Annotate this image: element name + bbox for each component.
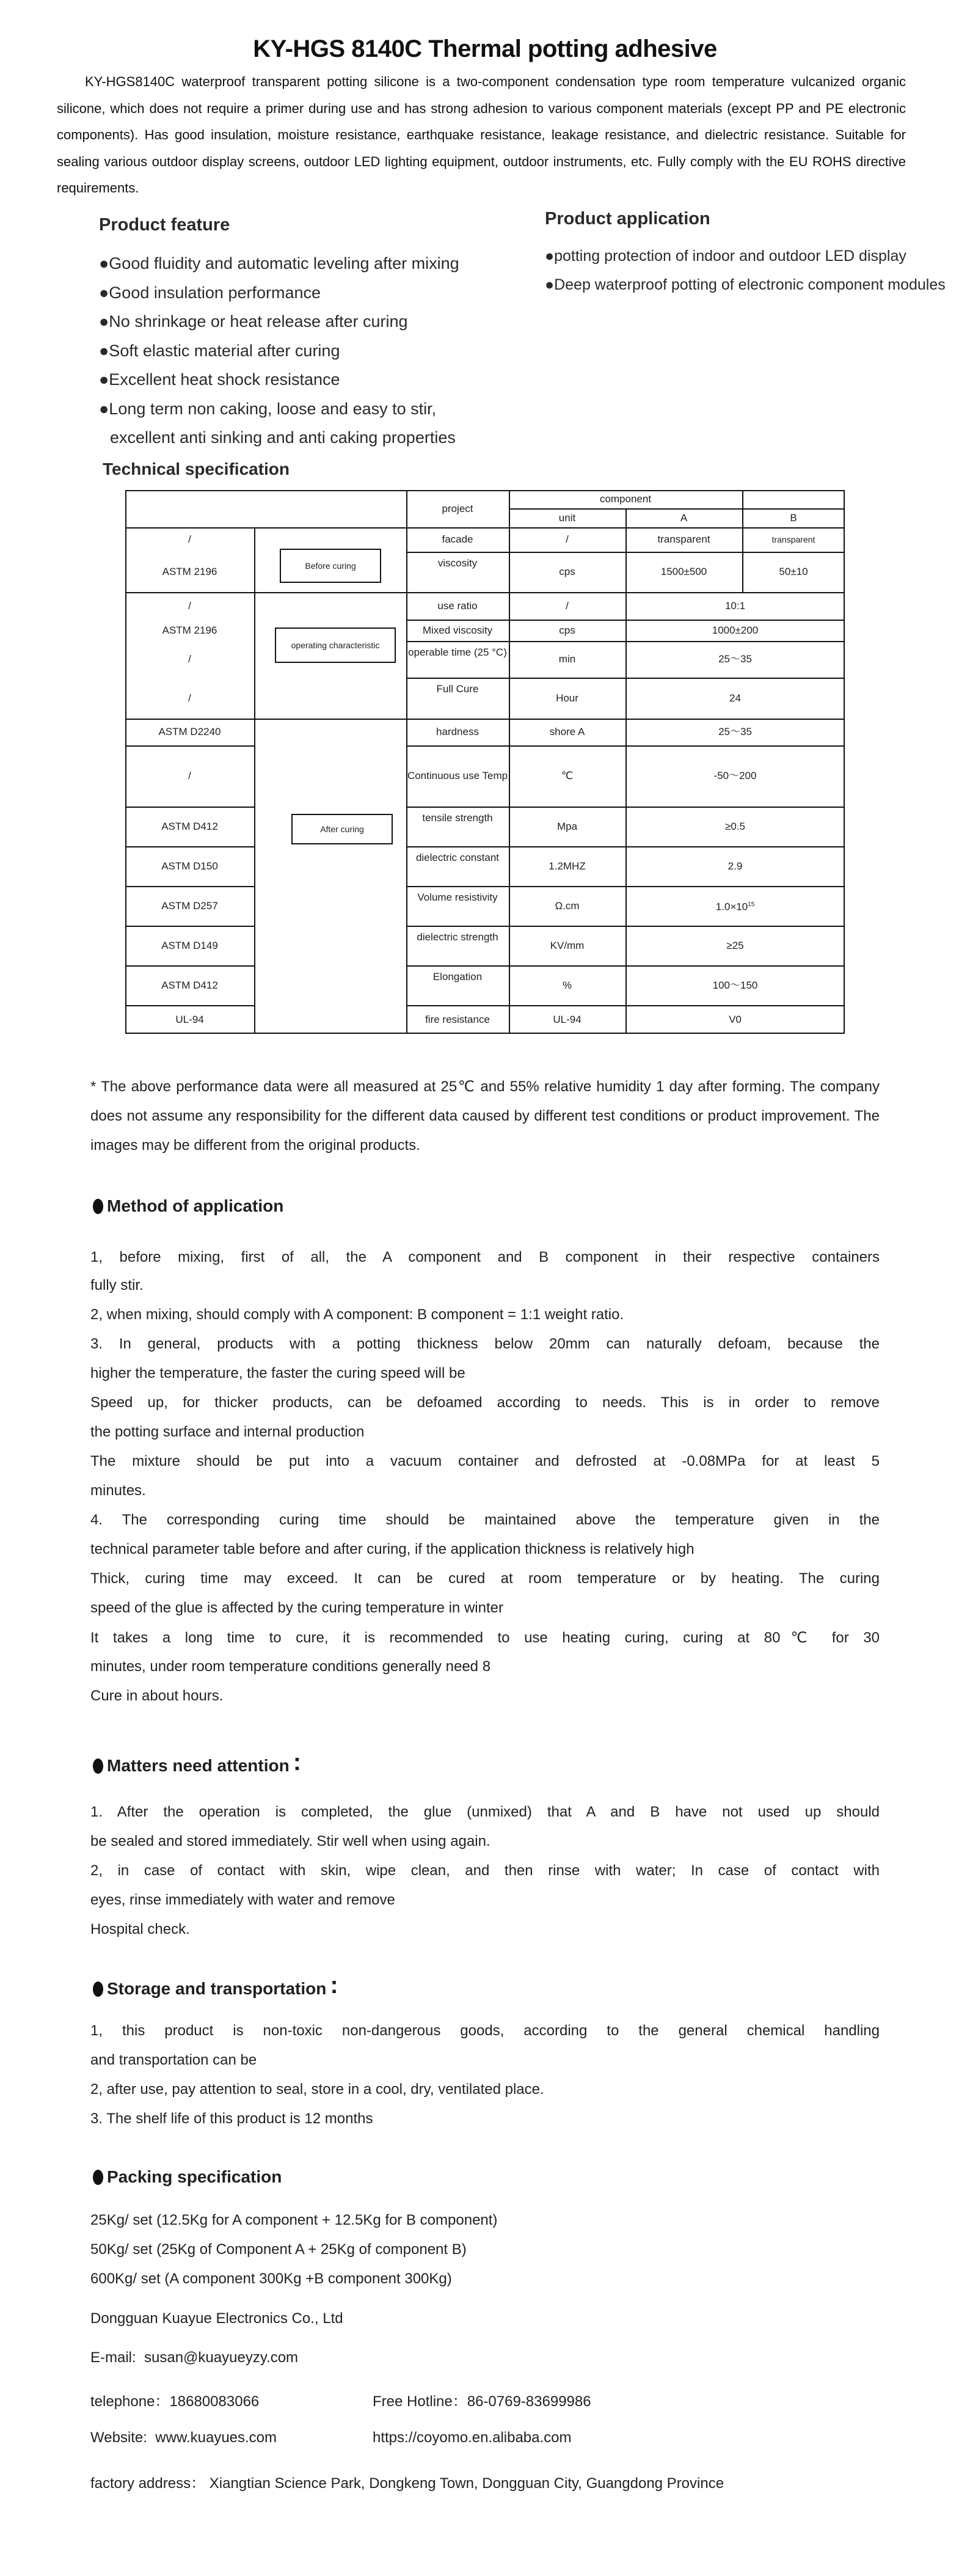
table-border (406, 926, 845, 927)
standard-cell: ASTM D412 (161, 979, 218, 991)
method-heading (93, 1196, 283, 1216)
table-border (742, 527, 743, 592)
method-line: the potting surface and internal production (90, 1424, 365, 1440)
page-title: KY-HGS 8140C Thermal potting adhesive (253, 35, 717, 62)
standard-cell: ASTM D412 (161, 820, 218, 832)
table-border (625, 527, 627, 1034)
standard-cell: / (188, 653, 191, 665)
unit-cell: % (562, 979, 572, 991)
storage-line: 2, after use, pay attention to seal, store in a cool, dry, ventilated place. (90, 2081, 544, 2098)
table-border-right (844, 490, 845, 1034)
table-border (625, 508, 627, 527)
value-cell: 25～35 (718, 653, 752, 665)
project-cell: dielectric strength (417, 931, 498, 943)
project-cell: fire resistance (425, 1013, 490, 1025)
table-border (406, 965, 845, 967)
address-text: Xiangtian Science Park, Dongkeng Town, Dongguan City, Guangdong Province (209, 2475, 724, 2492)
value-b-cell: transparent (771, 535, 815, 544)
table-border (406, 490, 407, 1034)
value-cell: 24 (729, 692, 741, 704)
feature-item: ●Excellent heat shock resistance (99, 370, 340, 389)
spec-heading: Technical specification (103, 459, 290, 478)
project-cell: operable time (25 °C) (408, 646, 507, 658)
table-border (406, 745, 845, 747)
attention-line: 2, in case of contact with skin, wipe clean, and then rinse with water; In case of contact with (90, 1862, 880, 1879)
header-project: project (442, 502, 473, 514)
unit-cell: ℃ (561, 770, 574, 781)
unit-cell: / (566, 599, 569, 612)
standard-cell: / (188, 692, 191, 704)
method-line: technical parameter table before and after curing, if the application thickness is relatively high (90, 1541, 695, 1557)
attention-line: 1. After the operation is completed, the glue (unmixed) that A and B have not used up should (90, 1804, 880, 1820)
feature-item: ●Long term non caking, loose and easy to stir, (99, 399, 437, 418)
project-cell: hardness (436, 726, 479, 737)
value-cell: 10:1 (724, 599, 746, 612)
standard-cell: ASTM 2196 (162, 566, 217, 577)
bullet-icon (93, 1758, 103, 1774)
project-cell: tensile strength (422, 812, 493, 824)
method-line: minutes, under room temperature conditions generally need 8 (90, 1658, 491, 1675)
attention-heading-text: Matters need attention (107, 1756, 290, 1775)
features-list (99, 249, 459, 453)
table-border (125, 886, 254, 887)
table-border (406, 641, 845, 642)
applications-heading: Product application (545, 209, 710, 229)
header-b: B (790, 511, 797, 524)
unit-cell: cps (559, 566, 575, 577)
table-border (125, 745, 254, 747)
table-border (406, 886, 845, 887)
table-border (125, 1005, 254, 1006)
value-cell: 1000±200 (712, 624, 759, 636)
value-cell: 2.9 (728, 860, 743, 872)
hotline-label: Free Hotline： (373, 2393, 467, 2410)
project-cell: use ratio (437, 599, 478, 612)
storage-colon: : (330, 1972, 338, 1999)
table-border (406, 620, 845, 621)
website-label: Website: (90, 2429, 147, 2446)
header-a: A (680, 511, 688, 524)
table-border (125, 965, 254, 967)
method-line: 1, before mixing, first of all, the A component and B component in their respective containers (90, 1249, 880, 1265)
project-cell: viscosity (437, 557, 478, 569)
method-line: 3. In general, products with a potting thickness below 20mm can naturally defoam, because the (90, 1336, 880, 1352)
method-heading-text: Method of application (107, 1196, 284, 1215)
bullet-icon (93, 2170, 103, 2185)
standard-cell: / (188, 599, 191, 612)
method-line: speed of the glue is affected by the curing temperature in winter (90, 1600, 503, 1616)
standard-cell: / (188, 533, 191, 545)
company-name: Dongguan Kuayue Electronics Co., Ltd (90, 2310, 343, 2327)
unit-cell: KV/mm (550, 939, 585, 951)
value-cell: 25～35 (718, 726, 752, 737)
website-link[interactable]: www.kuayues.com (155, 2429, 277, 2446)
method-line: fully stir. (90, 1277, 144, 1293)
value-a-cell: transparent (657, 533, 710, 545)
method-line: Thick, curing time may exceed. It can be cured at room temperature or by heating. The curing (90, 1570, 880, 1587)
bullet-icon (93, 1199, 103, 1214)
website-line (90, 2429, 277, 2446)
group-before-curing: Before curing (280, 549, 381, 583)
attention-line: be sealed and stored immediately. Stir well when using again. (90, 1833, 490, 1850)
header-unit: unit (558, 511, 576, 524)
table-border (742, 490, 743, 527)
feature-item: ●Soft elastic material after curing (99, 341, 340, 360)
method-line: Cure in about hours. (90, 1688, 224, 1704)
packing-line: 25Kg/ set (12.5Kg for A component + 12.5Kg for B component) (90, 2212, 498, 2228)
hotline-number[interactable]: 86-0769-83699986 (467, 2393, 591, 2410)
project-cell: Elongation (432, 971, 483, 982)
standard-cell: ASTM 2196 (162, 624, 217, 636)
exponent: 15 (748, 901, 755, 908)
unit-cell: Ω.cm (555, 899, 580, 912)
email-link[interactable]: susan@kuayueyzy.com (144, 2349, 299, 2366)
storage-heading-text: Storage and transportation (107, 1979, 327, 1998)
unit-cell: shore A (549, 726, 585, 737)
project-cell: Volume resistivity (417, 891, 498, 903)
method-line: minutes. (90, 1482, 146, 1499)
value-cell: V0 (729, 1013, 742, 1025)
application-item: ●potting protection of indoor and outdoor LED display (545, 247, 906, 265)
unit-cell: UL-94 (553, 1013, 582, 1025)
disclaimer-note: * The above performance data were all measured at 25℃ and 55% relative humidity 1 day after forming. The company does not assume any responsibility for the different data caused by different test conditions or product improvement. The images may be different from the original products. (90, 1078, 880, 1154)
standard-cell: ASTM D257 (161, 899, 218, 912)
spec-table (125, 490, 845, 1034)
standard-cell: UL-94 (175, 1013, 204, 1025)
telephone-number[interactable]: 18680083066 (169, 2393, 260, 2410)
table-border (125, 926, 254, 927)
packing-line: 50Kg/ set (25Kg of Component A + 25Kg of component B) (90, 2241, 467, 2258)
features-heading: Product feature (99, 215, 230, 235)
attention-colon: : (293, 1749, 302, 1776)
storage-line: and transportation can be (90, 2052, 257, 2068)
table-border (254, 527, 255, 1034)
email-line (90, 2349, 298, 2366)
table-border (509, 490, 510, 1034)
table-border (406, 846, 845, 847)
packing-heading-text: Packing specification (107, 2167, 282, 2186)
method-line: 2, when mixing, should comply with A component: B component = 1:1 weight ratio. (90, 1306, 624, 1323)
feature-item: ●Good insulation performance (99, 283, 321, 302)
storage-line: 1, this product is non-toxic non-dangerous goods, according to the general chemical handling (90, 2022, 880, 2039)
table-border (254, 719, 406, 720)
standard-cell: / (188, 770, 191, 781)
unit-cell: cps (559, 624, 575, 636)
method-line: It takes a long time to cure, it is recommended to use heating curing, curing at 80℃ for 30 (90, 1630, 880, 1646)
attention-line: eyes, rinse immediately with water and remove (90, 1892, 395, 1908)
project-cell: facade (442, 533, 473, 545)
value-cell: ≥25 (726, 939, 744, 951)
attention-heading (93, 1749, 302, 1778)
table-border (125, 719, 845, 720)
unit-cell: / (566, 533, 569, 545)
standard-cell: ASTM D2240 (158, 726, 221, 737)
feature-item: ●Good fluidity and automatic leveling after mixing (99, 254, 459, 273)
project-cell: dielectric constant (415, 852, 500, 863)
table-border-top (125, 490, 845, 491)
table-border (125, 846, 254, 847)
feature-item-continuation: excellent anti sinking and anti caking properties (110, 428, 456, 447)
value-cell: 100～150 (712, 979, 758, 991)
email-label: E-mail: (90, 2349, 136, 2366)
group-after-curing: After curing (291, 814, 393, 844)
address-line (90, 2468, 880, 2499)
address-label: factory address： (90, 2475, 206, 2492)
header-component: component (599, 493, 652, 505)
alibaba-link[interactable]: https://coyomo.en.alibaba.com (373, 2429, 572, 2446)
application-item: ●Deep waterproof potting of electronic component modules (545, 276, 946, 293)
unit-cell: 1.2MHZ (549, 860, 586, 872)
attention-line: Hospital check. (90, 1921, 190, 1937)
table-border (406, 807, 845, 808)
packing-heading (93, 2167, 282, 2187)
table-border-bottom (125, 1033, 845, 1034)
value-a-cell: 1500±500 (660, 566, 707, 577)
project-cell: Mixed viscosity (422, 624, 493, 636)
hotline-line (373, 2389, 591, 2410)
table-border (406, 1005, 845, 1006)
method-line: Speed up, for thicker products, can be defoamed according to needs. This is in order to remove (90, 1394, 880, 1411)
table-border (125, 527, 845, 529)
standard-cell: ASTM D149 (161, 939, 218, 951)
method-line: The mixture should be put into a vacuum container and defrosted at -0.08MPa for at least 5 (90, 1453, 880, 1469)
project-cell: Full Cure (436, 683, 479, 695)
intro-paragraph (57, 68, 906, 202)
bullet-icon (93, 1981, 103, 1997)
method-line: higher the temperature, the faster the curing speed will be (90, 1365, 465, 1381)
project-cell: Continuous use Temp (407, 770, 508, 781)
value-b-cell: 50±10 (779, 566, 808, 577)
table-border-left (125, 490, 126, 1034)
table-border (406, 552, 845, 553)
telephone-label: telephone： (90, 2393, 170, 2410)
value-cell: ≥0.5 (725, 820, 745, 832)
unit-cell: Hour (556, 692, 578, 704)
group-operating-characteristic: operating characteristic (275, 628, 396, 663)
table-border (125, 592, 845, 593)
table-border (406, 678, 845, 679)
value-cell: -50～200 (713, 770, 757, 781)
intro-text: KY-HGS8140C waterproof transparent potting silicone is a two-component condensation type room temperature vulcanized organic silicone, which does not require a primer during use and has strong adhesion to various component materials (except PP and PE electronic components). Has good insulation, moisture resistance, earthquake resistance, leakage resistance, and dielectric resistance. Suitable for sealing various outdoor display screens, outdoor LED lighting equipment, outdoor instruments, etc. Fully comply with the EU ROHS directive requirements. (57, 74, 906, 196)
value-cell: $1.0\times 10^{15}$ (715, 901, 755, 913)
standard-cell: ASTM D150 (161, 860, 218, 872)
method-line: 4. The corresponding curing time should be maintained above the temperature given in the (90, 1512, 880, 1528)
packing-line: 600Kg/ set (A component 300Kg +B component 300Kg) (90, 2270, 452, 2287)
applications-list (545, 243, 960, 301)
unit-cell: Mpa (556, 820, 578, 832)
storage-line: 3. The shelf life of this product is 12 months (90, 2110, 373, 2127)
table-border (509, 508, 845, 510)
feature-item: ●No shrinkage or heat release after curing (99, 312, 408, 331)
storage-heading (93, 1972, 338, 2001)
table-border (125, 807, 254, 808)
unit-cell: min (558, 653, 576, 665)
telephone-line (90, 2389, 259, 2410)
